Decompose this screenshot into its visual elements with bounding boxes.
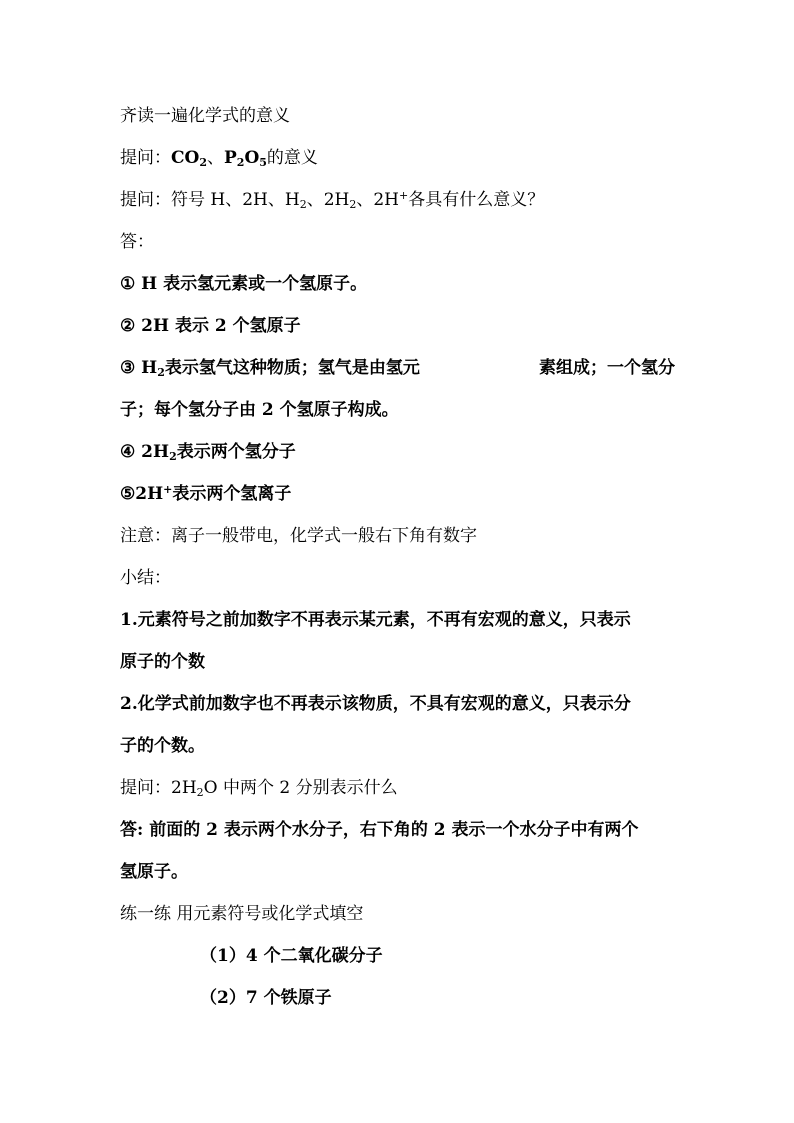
line-summary-1-cont: 原子的个数: [120, 652, 205, 672]
line-answer-2: ② 2H 表示 2 个氢原子: [120, 316, 301, 336]
line-summary-2-cont: 子的个数。: [120, 736, 205, 756]
line-practice-1: （1）4 个二氧化碳分子: [200, 946, 383, 966]
line-answer-3: ③ $H_2$表示氢气这种物质；氢气是由氢元 素组成；一个氢分: [120, 358, 675, 379]
line-answer-h2o-cont: 氢原子。: [120, 862, 188, 882]
line-read-meaning: 齐读一遍化学式的意义: [120, 106, 290, 126]
line-answer-5: ⑤2H+表示两个氢离子: [120, 483, 292, 504]
line-practice-title: 练一练 用元素符号或化学式填空: [120, 904, 364, 924]
line-question-co2-p2o5: 提问：$CO_2$、$P_2O_5$的意义: [120, 148, 318, 169]
line-answer-h2o: 答: 前面的 2 表示两个水分子，右下角的 2 表示一个水分子中有两个: [120, 820, 639, 840]
line-note: 注意：离子一般带电，化学式一般右下角有数字: [120, 526, 477, 546]
line-answer-3-cont: 子；每个氢分子由 2 个氢原子构成。: [120, 400, 399, 420]
line-answer-label: 答：: [120, 232, 154, 252]
line-summary-1: 1.元素符号之前加数字不再表示某元素，不再有宏观的意义，只表示: [120, 610, 631, 630]
line-answer-1: ① H 表示氢元素或一个氢原子。: [120, 274, 368, 294]
formula-co2: $CO_2$: [171, 148, 207, 169]
line-question-h2o: 提问：$2H_2O$ 中两个 2 分别表示什么: [120, 778, 398, 799]
line-question-symbols: 提问：符号 H、2H、$H_2$、$2H_2$、2H+各具有什么意义？: [120, 189, 545, 211]
q-prefix: 提问：: [120, 148, 171, 168]
line-practice-2: （2）7 个铁原子: [200, 988, 332, 1008]
line-summary-2: 2.化学式前加数字也不再表示该物质，不具有宏观的意义，只表示分: [120, 694, 631, 714]
line-answer-4: ④ $2H_2$表示两个氢分子: [120, 442, 296, 463]
line-summary-label: 小结：: [120, 568, 171, 588]
formula-p2o5: $P_2O_5$: [224, 148, 267, 169]
